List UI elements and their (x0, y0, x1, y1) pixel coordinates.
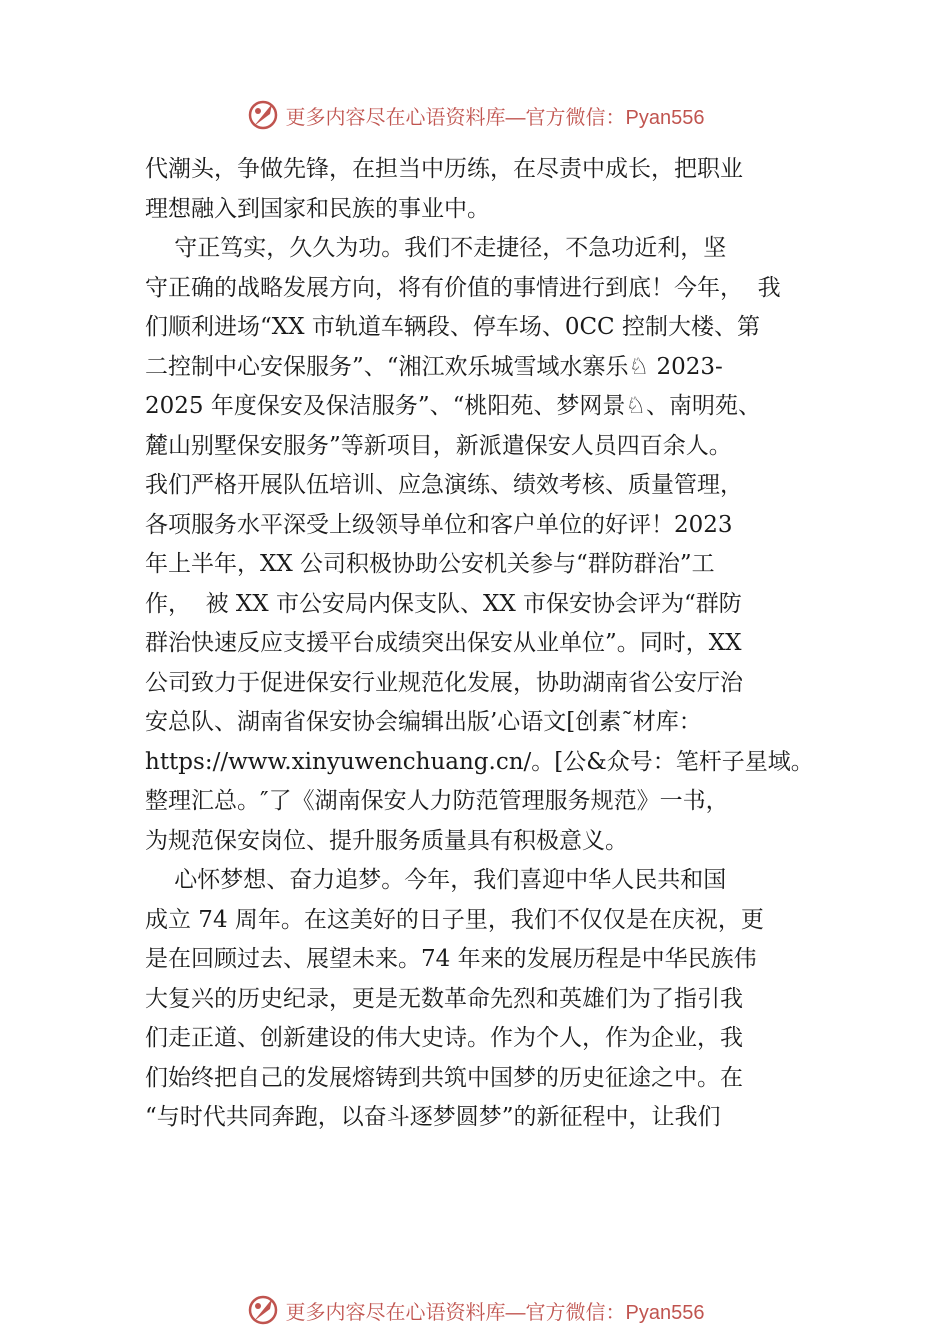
text-line: 麓山别墅保安服务”等新项目，新派遣保安人员四百余人。 (145, 432, 732, 459)
text-line: 公司致力于促进保安行业规范化发展，协助湖南省公安厅治 (145, 669, 743, 696)
text-line: “与时代共同奔跑，以奋斗逐梦圆梦”的新征程中，让我们 (145, 1104, 721, 1130)
document-body (145, 150, 845, 1138)
watermark-footer (0, 1290, 950, 1330)
text-line: 作， 被 XX 市公安局内保支队、XX 市保安协会评为“群防 (145, 590, 742, 617)
text-line: 心怀梦想、奋力追梦。今年，我们喜迎中华人民共和国 (145, 867, 727, 893)
quill-logo-icon (246, 1293, 280, 1327)
text-line: 守正确的战略发展方向，将有价值的事情进行到底！今年， 我 (145, 274, 781, 301)
text-line: 们走正道、创新建设的伟大史诗。作为个人，作为企业，我 (145, 1025, 743, 1051)
text-line: 年上半年，XX 公司积极协助公安机关参与“群防群治”工 (145, 551, 715, 577)
text-line: 我们严格开展队伍培训、应急演练、绩效考核、质量管理， (145, 472, 743, 498)
text-line: 安总队、湖南省保安协会编辑出版’心语文[创素˜材库： (145, 709, 702, 735)
watermark-contact: —官方微信：Pyan556 (505, 1301, 705, 1324)
quill-logo-icon (246, 98, 280, 132)
text-line: 代潮头，争做先锋，在担当中历练，在尽责中成长，把职业 (145, 156, 743, 182)
text-line: 成立 74 周年。在这美好的日子里，我们不仅仅是在庆祝，更 (145, 906, 764, 933)
text-line: 是在回顾过去、展望未来。74 年来的发展历程是中华民族伟 (145, 946, 757, 972)
watermark-brand: 更多内容尽在心语资料库 (285, 104, 506, 129)
text-line: 2025 年度保安及保洁服务”、“桃阳苑、梦网景♘、南明苑、 (145, 393, 761, 419)
text-line: 大复兴的历史纪录，更是无数革命先烈和英雄们为了指引我 (145, 985, 743, 1012)
text-line: 整理汇总。″了《湖南保安人力防范管理服务规范》一书， (145, 788, 729, 814)
watermark-brand: 更多内容尽在心语资料库 (285, 1299, 506, 1324)
text-line: 们顺利进场“XX 市轨道车辆段、停车场、0CC 控制大楼、第 (145, 314, 760, 340)
text-line: https://www.xinyuwenchuang.cn/。[公&众号：笔杆子星域。 (145, 748, 814, 775)
text-line: 二控制中心安保服务”、“湘江欢乐城雪域水寨乐♘ 2023- (145, 353, 723, 380)
text-line: 群治快速反应支援平台成绩突出保安从业单位”。同时，XX (145, 630, 742, 656)
text-line: 守正笃实，久久为功。我们不走捷径，不急功近利，坚 (145, 235, 727, 261)
text-line: 各项服务水平深受上级领导单位和客户单位的好评！2023 (145, 511, 733, 538)
text-line: 为规范保安岗位、提升服务质量具有积极意义。 (145, 827, 628, 854)
watermark-contact: —官方微信：Pyan556 (505, 106, 705, 129)
text-line: 们始终把自己的发展熔铸到共筑中国梦的历史征途之中。在 (145, 1064, 743, 1091)
text-line: 理想融入到国家和民族的事业中。 (145, 195, 490, 222)
watermark-header (0, 95, 950, 135)
